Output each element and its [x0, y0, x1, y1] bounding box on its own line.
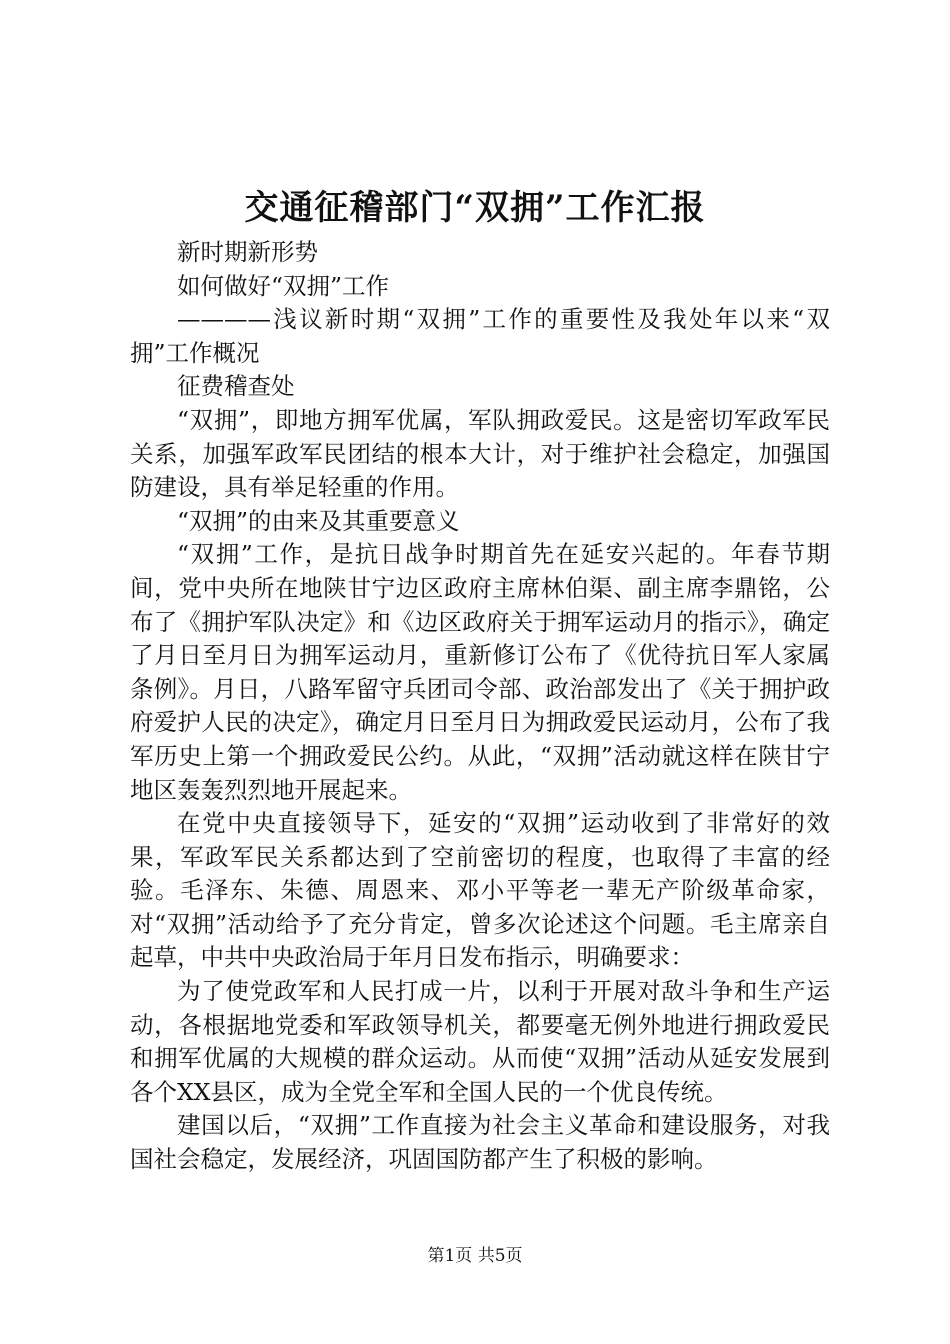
paragraph-department: 征费稽查处	[177, 372, 295, 401]
paragraph-history: “双拥”工作，是抗日战争时期首先在延安兴起的。年春节期间，党中央所在地陕甘宁边区政府主席林伯渠、副主席李鼎铭，公布了《拥护军队决定》和《边区政府关于拥军运动月的指示》，确定了月日至月日为拥军运动月，重新修订公布了《优待抗日军人家属条例》。月日，八路军留守兵团司令部、政治部发出了《关于拥护政府爱护人民的决定》，确定月日至月日为拥政爱民运动月，公布了我军历史上第一个拥政爱民公约。从此，“双拥”活动就这样在陕甘宁地区轰轰烈烈地开展起来。	[130, 540, 830, 804]
paragraph-leadership: 在党中央直接领导下，延安的“双拥”运动收到了非常好的效果，军政军民关系都达到了空前密切的程度，也取得了丰富的经验。毛泽东、朱德、周恩来、邓小平等老一辈无产阶级革命家，对“双拥”活动给予了充分肯定，曾多次论述这个问题。毛主席亲自起草，中共中央政治局于年月日发布指示，明确要求：	[130, 809, 830, 972]
paragraph-post-founding: 建国以后，“双拥”工作直接为社会主义革命和建设服务，对我国社会稳定，发展经济，巩固国防都产生了积极的影响。	[130, 1111, 830, 1174]
paragraph-section-heading: “双拥”的由来及其重要意义	[177, 506, 460, 535]
document-body	[130, 236, 830, 1177]
paragraph-subtitle-3: ————浅议新时期“双拥”工作的重要性及我处年以来“双拥”工作概况	[130, 305, 830, 367]
document-title: 交通征稽部门“双拥”工作汇报	[244, 188, 706, 228]
paragraph-subtitle-2: 如何做好“双拥”工作	[177, 271, 390, 300]
paragraph-definition: “双拥”，即地方拥军优属，军队拥政爱民。这是密切军政军民关系，加强军政军民团结的根本大计，对于维护社会稳定，加强国防建设，具有举足轻重的作用。	[130, 405, 830, 502]
paragraph-quote: 为了使党政军和人民打成一片，以利于开展对敌斗争和生产运动，各根据地党委和军政领导机关，都要毫无例外地进行拥政爱民和拥军优属的大规模的群众运动。从而使“双拥”活动从延安发展到各个XX县区，成为全党全军和全国人民的一个优良传统。	[130, 977, 830, 1106]
page-number-footer: 第1页 共5页	[427, 1246, 523, 1266]
paragraph-subtitle-1: 新时期新形势	[177, 238, 318, 266]
